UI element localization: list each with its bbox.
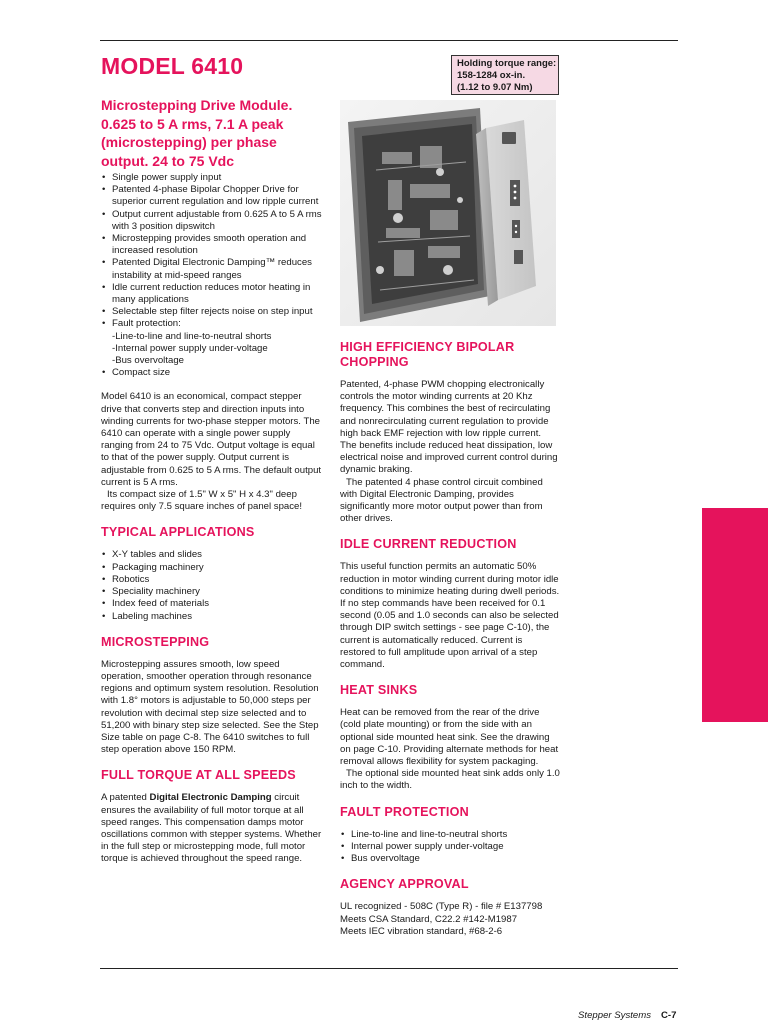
feature-item: • Single power supply input: [101, 172, 323, 184]
feature-item: • Idle current reduction reduces motor heating in many applications: [101, 282, 323, 306]
section-heading-idle-current: IDLE CURRENT REDUCTION: [340, 537, 517, 552]
section-heading-microstepping: MICROSTEPPING: [101, 634, 210, 649]
idle-current-paragraph: This useful function permits an automatic 50% reduction in motor winding current during motor idle conditions to minimize heating during dwell periods. If no step commands have been received for 0.1 second (0.05 and 1.0 seconds can also be selected through DIP switch settings - see page C-10), the current is automatically reduced. Current is restored to full amplitude upon arrival of a step command.: [340, 561, 560, 671]
text-run: circuit ensures the availability of full motor torque at all speed ranges. This compensation damps motor oscillations common with stepper systems. Whether in the full step or microstepping mode, full motor torque is achieved throughout the speed range.: [101, 792, 322, 865]
application-item: • Packaging machinery: [101, 562, 323, 574]
agency-line: Meets IEC vibration standard, #68-2-6: [340, 925, 503, 937]
feature-list: [101, 172, 323, 379]
intro-paragraph: Model 6410 is an economical, compact stepper drive that converts step and direction inputs into winding currents for two-phase stepper motors. The 6410 can operate with a single power supply ranging from 24 to 75 Vdc. Output voltage is equal to that of the power supply. Output current is adjustable from 0.625 to 5 A rms. The default output current is 5 A rms.: [101, 391, 322, 488]
feature-item: • Compact size: [101, 367, 323, 379]
footer-page-number: C-7: [661, 1010, 677, 1021]
fault-item: • Bus overvoltage: [340, 853, 560, 865]
section-tab-marker: [702, 508, 768, 722]
fault-protection-list: [340, 829, 560, 866]
subtitle-line: output. 24 to 75 Vdc: [101, 152, 235, 169]
left-column: [101, 172, 323, 866]
feature-item: • Microstepping provides smooth operation and increased resolution: [101, 233, 323, 257]
fault-subitem: -Line-to-line and line-to-neutral shorts: [112, 330, 272, 342]
intro-paragraph: Its compact size of 1.5" W x 5" H x 4.3" deep requires only 7.5 square inches of panel space!: [101, 489, 303, 513]
application-item: • X-Y tables and slides: [101, 549, 323, 561]
applications-list: [101, 549, 323, 622]
product-subtitle: [101, 96, 331, 170]
fault-subitem: -Bus overvoltage: [112, 355, 184, 367]
application-item: • Labeling machines: [101, 611, 323, 623]
fault-item: • Internal power supply under-voltage: [340, 841, 560, 853]
agency-line: Meets CSA Standard, C22.2 #142-M1987: [340, 913, 518, 925]
top-rule: [100, 40, 678, 41]
agency-line: UL recognized - 508C (Type R) - file # E137798: [340, 901, 543, 913]
bottom-rule: [100, 968, 678, 969]
product-photo: [340, 100, 556, 326]
fault-subitem: -Internal power supply under-voltage: [112, 342, 268, 354]
heat-sinks-paragraph: Heat can be removed from the rear of the drive (cold plate mounting) or from the side with an optional side mounted heat sink. See the drawing on page C-10. Providing alternate methods for heat removal allows flexibility for system packaging.: [340, 707, 559, 768]
microstepping-paragraph: Microstepping assures smooth, low speed operation, smoother operation through resonance regions and optimum system resolution. Resolution with 1.8° motors is adjustable to 50,000 steps per revolution with decimal step size selected and to 51,200 with binary step size selected. See the Step Size table on page C-8. The 6410 switches to full step operation above 150 RPM.: [101, 658, 319, 756]
page-title: MODEL 6410: [101, 53, 244, 79]
application-item: • Speciality machinery: [101, 586, 323, 598]
subtitle-line: Microstepping Drive Module.: [101, 97, 293, 113]
subtitle-line: (microstepping) per phase: [101, 134, 277, 150]
heat-sinks-paragraph: The optional side mounted heat sink adds only 1.0 inch to the width.: [340, 768, 560, 792]
section-heading-high-efficiency: HIGH EFFICIENCY BIPOLAR CHOPPING: [340, 340, 515, 369]
torque-line: Holding torque range:: [457, 58, 557, 69]
application-item: • Index feed of materials: [101, 598, 323, 610]
section-heading-full-torque: FULL TORQUE AT ALL SPEEDS: [101, 768, 296, 783]
subtitle-line: 0.625 to 5 A rms, 7.1 A peak: [101, 115, 284, 132]
section-heading-fault-protection: FAULT PROTECTION: [340, 804, 469, 819]
application-item: • Robotics: [101, 574, 323, 586]
fault-item: • Line-to-line and line-to-neutral shorts: [340, 829, 560, 841]
feature-item: • Output current adjustable from 0.625 A to 5 A rms with 3 position dipswitch: [101, 209, 323, 233]
text-run-bold: Digital Electronic Damping: [149, 792, 272, 804]
feature-item: • Patented Digital Electronic Damping™ reduces instability at mid-speed ranges: [101, 257, 323, 281]
feature-item: • Patented 4-phase Bipolar Chopper Drive for superior current regulation and low ripple current: [101, 184, 323, 208]
feature-item: • Fault protection:: [101, 318, 323, 330]
text-run: A patented: [101, 792, 150, 804]
footer-section-label: Stepper Systems: [578, 1010, 652, 1021]
right-column: [340, 340, 560, 938]
torque-line: 158-1284 ox-in.: [457, 70, 526, 81]
drive-module-image: [340, 100, 556, 326]
full-torque-paragraph: [101, 792, 323, 865]
holding-torque-box: [451, 55, 559, 95]
feature-item: • Selectable step filter rejects noise on step input: [101, 306, 323, 318]
section-heading-agency-approval: AGENCY APPROVAL: [340, 877, 469, 892]
high-efficiency-paragraph: Patented, 4-phase PWM chopping electronically controls the motor winding currents at 20 Khz frequency. This combines the best of recirculating and nonrecirculating current regulation to provide high back EMF rejection with low ripple current. The benefits include reduced heat dissipation, low electrical noise and improved current control during dynamic braking.: [340, 379, 558, 476]
torque-line: (1.12 to 9.07 Nm): [457, 82, 533, 93]
section-heading-heat-sinks: HEAT SINKS: [340, 683, 418, 698]
high-efficiency-paragraph: The patented 4 phase control circuit combined with Digital Electronic Damping, provides significantly more motor output power than from other drives.: [340, 476, 543, 525]
section-heading-typical-applications: TYPICAL APPLICATIONS: [101, 525, 255, 540]
